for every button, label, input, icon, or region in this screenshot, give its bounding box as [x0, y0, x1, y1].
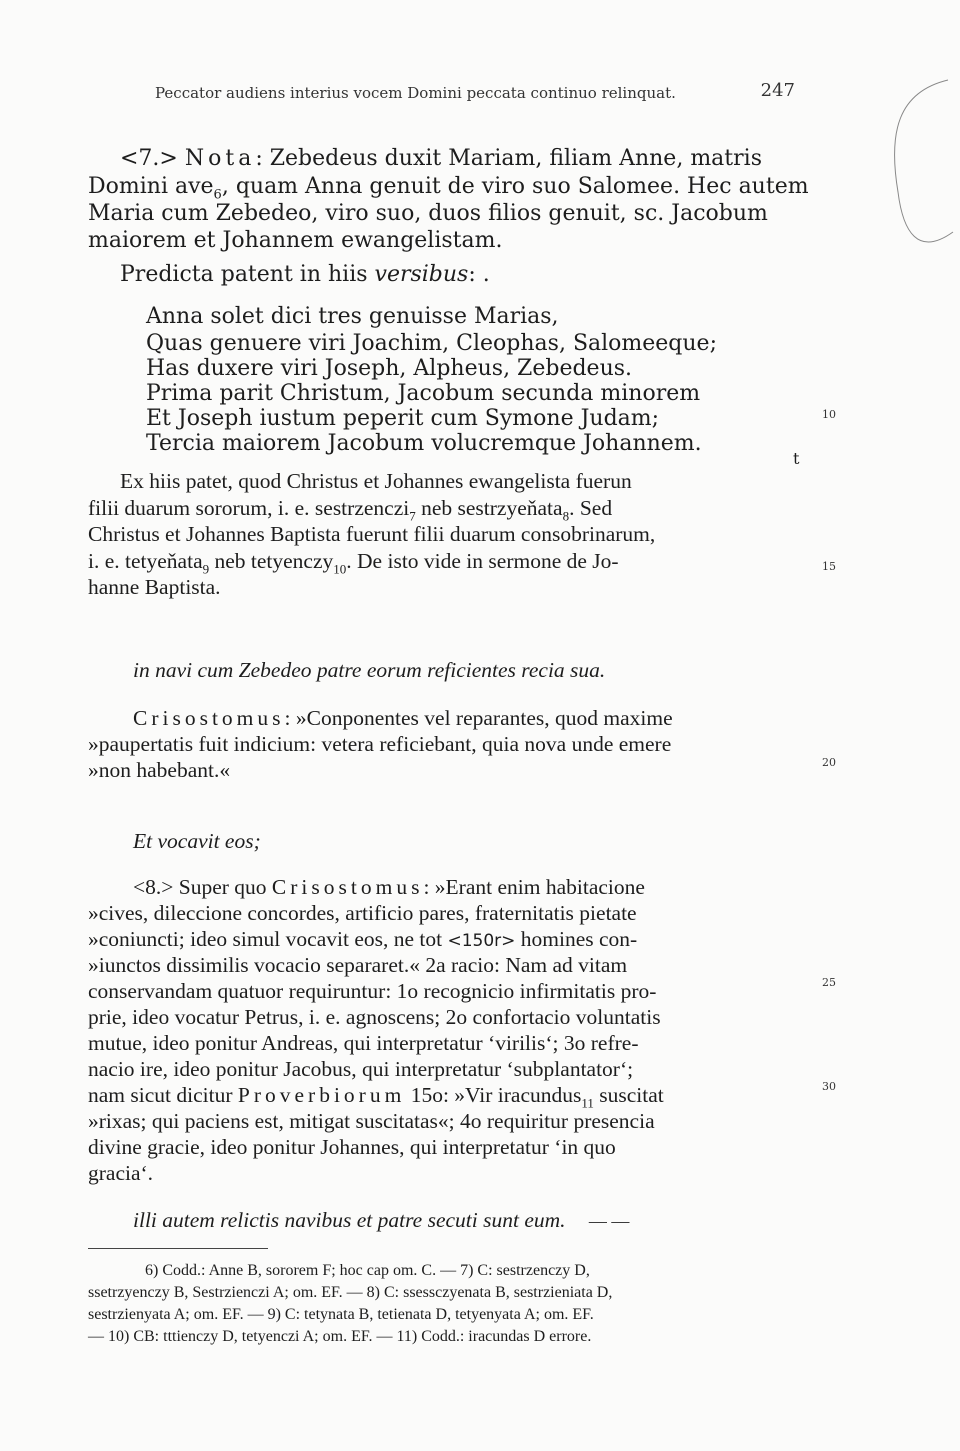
line-number: 30 [822, 1080, 836, 1093]
para4-line9: nam sicut dicitur Proverbiorum 15o: »Vir iracundus$_{11}$ suscitat [88, 1083, 664, 1111]
para3-line3: »non habebant.« [88, 758, 231, 782]
footnote-ref: 9 [202, 561, 210, 577]
author-crisostomus: Crisostomus [133, 706, 285, 730]
footnote-ref: 8 [562, 508, 570, 524]
para3-line2: »paupertatis fuit indicium: vetera reficiebant, quia nova unde emere [88, 732, 672, 756]
para1-line2: Domini ave$_6$, quam Anna genuit de viro suo Salomee. Hec autem [88, 174, 809, 203]
author-crisostomus: Crisostomus [271, 875, 424, 899]
closing-dashes: — — [588, 1211, 630, 1231]
para3-line1: Crisostomus: »Conponentes vel reparantes, quod maxime [133, 706, 673, 730]
footnote-line: — 10) CB: tttienczy D, tetyenczi A; om. EF. — 11) Codd.: iracundas D errore. [88, 1328, 592, 1345]
pencil-mark [858, 72, 958, 272]
footnote-ref: 7 [409, 508, 416, 524]
predicta-line: Predicta patent in hiis versibus: . [120, 262, 490, 287]
para4-line11: divine gracie, ideo ponitur Johannes, qui interpretatur ‘in quo [88, 1135, 616, 1159]
para4-line2: »cives, dileccione concordes, artificio pares, fraternitatis pietate [88, 901, 637, 925]
footnote-rule [88, 1248, 268, 1249]
superscript-t: t [793, 449, 800, 468]
verse-line: Et Joseph iustum peperit cum Symone Judam; [146, 406, 660, 431]
para1-line3: Maria cum Zebedeo, viro suo, duos filios genuit, sc. Jacobum [88, 201, 768, 226]
page-number: 247 [760, 80, 795, 101]
para1-line4: maiorem et Johannem ewangelistam. [88, 228, 503, 253]
lemma-1: in navi cum Zebedeo patre eorum reficientes recia sua. [133, 658, 606, 682]
para2-line1: Ex hiis patet, quod Christus et Johannes ewangelista fuerun [120, 469, 632, 493]
verse-line: Tercia maiorem Jacobum volucremque Johannem. [146, 431, 702, 456]
footnote-ref: 10 [333, 561, 347, 577]
footnote-ref: 6 [213, 187, 222, 203]
para4-line7: mutue, ideo ponitur Andreas, qui interpretatur ‘virilis‘; 3o refre- [88, 1031, 639, 1055]
footnote-ref: 11 [581, 1095, 594, 1111]
footnote-line: 6) Codd.: Anne B, sororem F; hoc cap om. C. — 7) C: sestrzenczy D, [145, 1262, 590, 1279]
verse-line: Anna solet dici tres genuisse Marias, [146, 304, 559, 329]
line-number: 20 [822, 756, 836, 769]
running-title: Peccator audiens interius vocem Domini peccata continuo relinquat. [155, 84, 676, 102]
para4-line6: prie, ideo vocatur Petrus, i. e. agnoscens; 2o confortacio voluntatis [88, 1005, 661, 1029]
verse-line: Has duxere viri Joseph, Alpheus, Zebedeus. [146, 356, 633, 381]
nota-word: Nota [184, 146, 256, 171]
line-number: 25 [822, 976, 836, 989]
running-header [155, 80, 795, 102]
line-number: 15 [822, 560, 836, 573]
folio-marker: <150r> [447, 931, 516, 951]
para4-line8: nacio ire, ideo ponitur Jacobus, qui interpretatur ‘subplantator‘; [88, 1057, 634, 1081]
footnote-line: ssetrzyenczy B, Sestrzienczi A; om. EF. — 8) C: ssessczyenata B, sestrzieniata D, [88, 1284, 613, 1301]
para4-line1: <8.> Super quo Crisostomus: »Erant enim habitacione [133, 875, 645, 899]
footnote-line: sestrzienyata A; om. EF. — 9) C: tetynata B, tetienata D, tetyenyata A; om. EF. [88, 1306, 594, 1323]
para2-line4: i. e. tetyeňata$_9$ neb tetyenczy$_{10}$. De isto vide in sermone de Jo- [88, 549, 619, 577]
verse-line: Prima parit Christum, Jacobum secunda minorem [146, 381, 701, 406]
lemma-2: Et vocavit eos; [133, 829, 261, 853]
para1-line1: <7.> Nota: Zebedeus duxit Mariam, filiam Anne, matris [120, 146, 762, 171]
source-proverbiorum: Proverbiorum [237, 1083, 406, 1107]
lemma-3: illi autem relictis navibus et patre secuti sunt eum. — — [133, 1208, 630, 1232]
para4-line5: conservandam quatuor requiruntur: 1o recognicio infirmitatis pro- [88, 979, 657, 1003]
para4-line10: »rixas; qui paciens est, mitigat suscitatas«; 4o requiritur presencia [88, 1109, 655, 1133]
para4-line12: gracia‘. [88, 1161, 154, 1185]
line-number: 10 [822, 408, 836, 421]
verse-line: Quas genuere viri Joachim, Cleophas, Salomeeque; [146, 331, 717, 356]
para2-line2: filii duarum sororum, i. e. sestrzenczi$_7$ neb sestrzyeňata$_8$. Sed [88, 496, 613, 524]
para4-line3: »coniuncti; ideo simul vocavit eos, ne tot <150r> homines con- [88, 927, 638, 951]
para2-line5: hanne Baptista. [88, 575, 221, 599]
para4-line4: »iunctos dissimilis vocacio separaret.« 2a racio: Nam ad vitam [88, 953, 628, 977]
para2-line3: Christus et Johannes Baptista fuerunt filii duarum consobrinarum, [88, 522, 656, 546]
